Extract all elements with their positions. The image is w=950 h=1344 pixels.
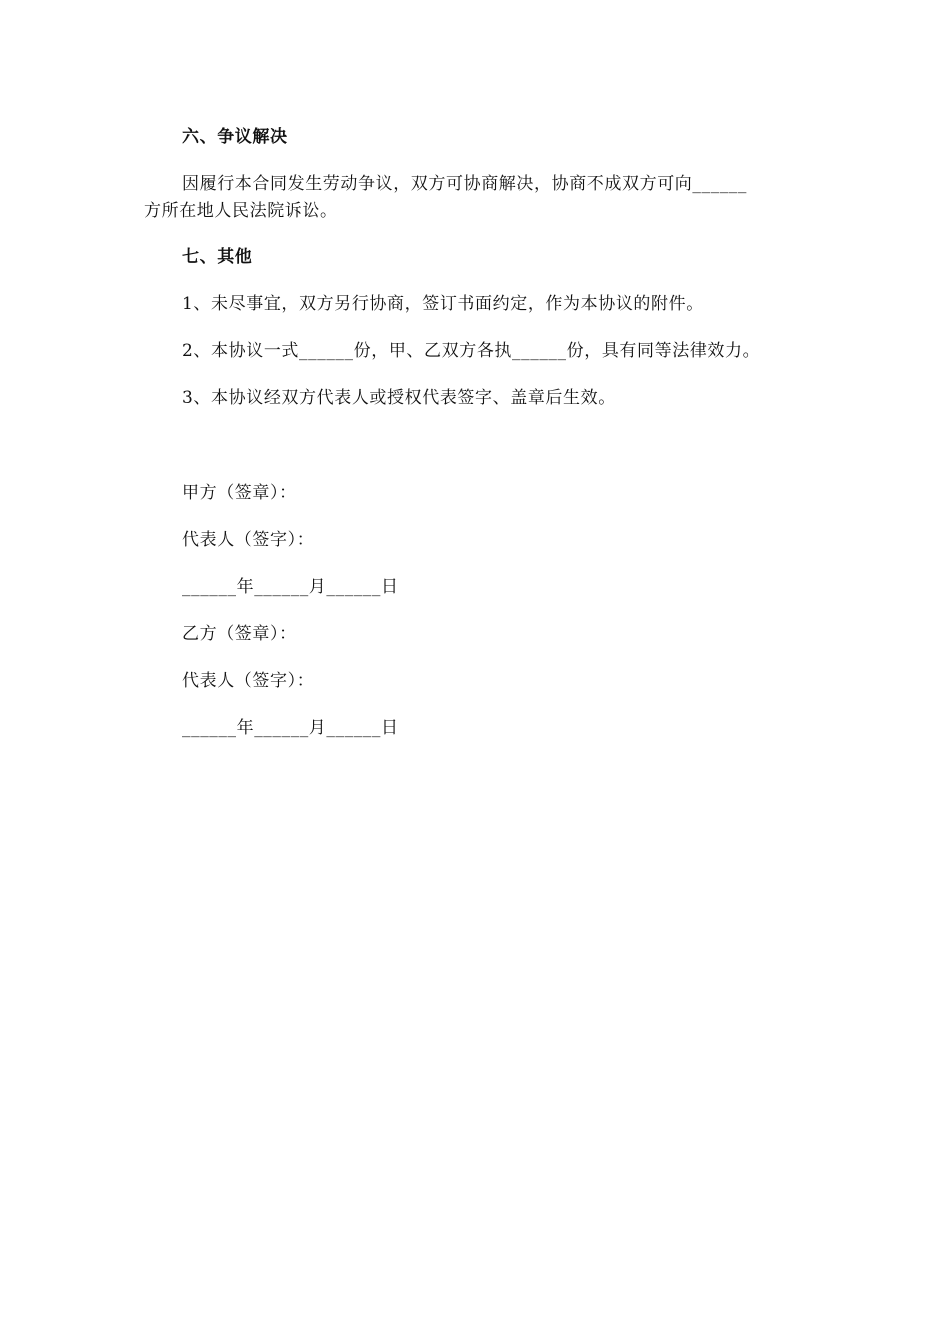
section-7-item-2: 2、本协议一式______份，甲、乙双方各执______份，具有同等法律效力。 <box>182 341 761 361</box>
party-a-date-line: ______年______月______日 <box>182 577 399 597</box>
party-a-seal-label: 甲方（签章）： <box>182 483 297 503</box>
party-b-date-line: ______年______月______日 <box>182 718 399 738</box>
section-7-item-1: 1、未尽事宜，双方另行协商，签订书面约定，作为本协议的附件。 <box>182 294 704 314</box>
party-b-representative-label: 代表人（签字）： <box>182 671 315 691</box>
section-6-paragraph-line-2: 方所在地人民法院诉讼。 <box>144 201 338 221</box>
section-7-heading: 七、其他 <box>182 247 253 267</box>
party-a-representative-label: 代表人（签字）： <box>182 530 315 550</box>
section-6-paragraph-line-1: 因履行本合同发生劳动争议，双方可协商解决，协商不成双方可向______ <box>182 174 747 194</box>
section-6-heading: 六、争议解决 <box>182 127 288 147</box>
section-7-item-3: 3、本协议经双方代表人或授权代表签字、盖章后生效。 <box>182 388 616 408</box>
party-b-seal-label: 乙方（签章）： <box>182 624 297 644</box>
